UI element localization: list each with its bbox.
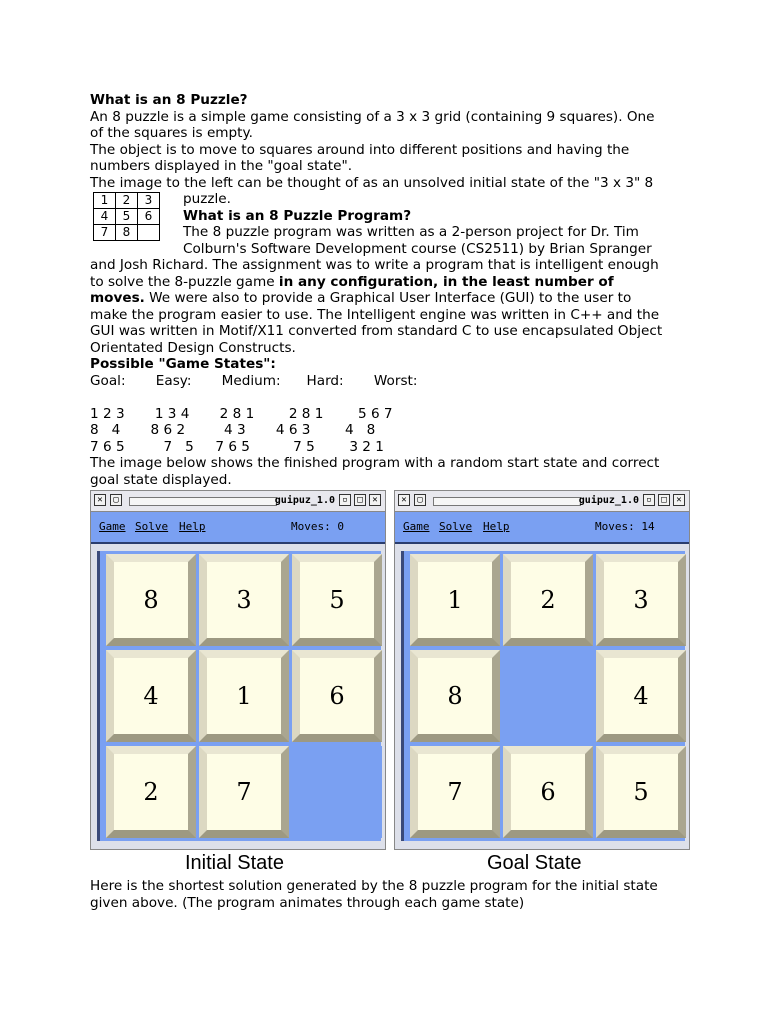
para1-line1: An 8 puzzle is a simple game consisting of a 3 x 3 grid (containing 9 squares). One xyxy=(90,108,655,125)
puzzle-board xyxy=(401,551,685,841)
puzzle-tile[interactable]: 5 xyxy=(292,554,382,646)
states-row-2: 8 4 8 6 2 4 3 4 6 3 4 8 xyxy=(90,422,376,438)
program-screenshots xyxy=(90,490,690,850)
menu-help[interactable]: Help xyxy=(179,520,206,533)
para2-line5 xyxy=(90,290,690,307)
para2-line4-bold: in any configuration, in the least number of xyxy=(278,273,614,290)
mini-cell: 8 xyxy=(116,225,138,241)
window-title: guipuz_1.0 xyxy=(578,495,639,506)
window-title: guipuz_1.0 xyxy=(274,495,335,506)
puzzle-tile[interactable]: 2 xyxy=(106,746,196,838)
menu-game[interactable]: Game xyxy=(99,520,126,533)
para2-line8: Orientated Design Constructs. xyxy=(90,339,296,356)
caption-goal-state: Goal State xyxy=(487,852,582,874)
mini-cell: 7 xyxy=(94,225,116,241)
puzzle-tile[interactable]: 3 xyxy=(199,554,289,646)
close-arrow-icon[interactable]: ✕ xyxy=(398,494,410,506)
states-header: Goal: Easy: Medium: Hard: Worst: xyxy=(90,372,418,389)
window-titlebar xyxy=(395,491,689,512)
para2-line3: and Josh Richard. The assignment was to write a program that is intelligent enough xyxy=(90,257,659,273)
puzzle-tile[interactable]: 4 xyxy=(596,650,686,742)
puzzle-tile[interactable]: 1 xyxy=(199,650,289,742)
puzzle-tile[interactable]: 6 xyxy=(503,746,593,838)
puzzle-tile[interactable]: 8 xyxy=(410,650,500,742)
menu-game[interactable]: Game xyxy=(403,520,430,533)
menubar xyxy=(91,512,385,544)
moves-counter: Moves: 14 xyxy=(595,520,655,533)
titlebar-track xyxy=(433,497,581,506)
minimize-icon[interactable]: ▫ xyxy=(643,494,655,506)
para3-line1: The image below shows the finished program with a random start state and correct xyxy=(90,455,660,471)
para1-line5: The image to the left can be thought of as an unsolved initial state of the "3 x 3" 8 xyxy=(90,174,654,191)
para2-line5-bold: moves. xyxy=(90,290,145,306)
puzzle-tile[interactable]: 3 xyxy=(596,554,686,646)
menu-solve[interactable]: Solve xyxy=(439,520,473,533)
close-arrow-icon[interactable]: ✕ xyxy=(94,494,106,506)
mini-cell: 3 xyxy=(138,193,160,209)
titlebar-track xyxy=(129,497,277,506)
empty-tile xyxy=(503,650,593,742)
mini-cell: 6 xyxy=(138,209,160,225)
puzzle-tile[interactable]: 8 xyxy=(106,554,196,646)
empty-tile xyxy=(292,746,382,838)
menu-help[interactable]: Help xyxy=(483,520,510,533)
moves-counter: Moves: 0 xyxy=(291,520,344,533)
solution-paragraph xyxy=(90,878,690,911)
mini-cell: 4 xyxy=(94,209,116,225)
maximize-icon[interactable]: □ xyxy=(658,494,670,506)
para2-line7: GUI was written in Motif/X11 converted from standard C to use encapsulated Object xyxy=(90,323,663,339)
puzzle-tile[interactable]: 4 xyxy=(106,650,196,742)
minimize-icon[interactable]: ▫ xyxy=(339,494,351,506)
para4-line2: given above. (The program animates through each game state) xyxy=(90,894,525,911)
maximize-icon[interactable]: □ xyxy=(354,494,366,506)
para2-line4 xyxy=(90,274,690,291)
para1-line3: The object is to move to squares around into different positions and having the xyxy=(90,141,630,158)
menu-solve[interactable]: Solve xyxy=(135,520,169,533)
window-titlebar xyxy=(91,491,385,512)
mini-cell xyxy=(138,225,160,241)
mini-puzzle-grid xyxy=(93,192,160,241)
heading-game-states: Possible "Game States": xyxy=(90,356,276,372)
para2-line2: Colburn's Software Development course (CS2511) by Brian Spranger xyxy=(183,240,652,257)
heading-what-is-8-puzzle: What is an 8 Puzzle? xyxy=(90,92,248,108)
puzzle-board xyxy=(97,551,381,841)
para2-line1: The 8 puzzle program was written as a 2-person project for Dr. Tim xyxy=(183,224,639,240)
para4-line1: Here is the shortest solution generated by the 8 puzzle program for the initial state xyxy=(90,878,658,894)
mini-cell: 2 xyxy=(116,193,138,209)
close-icon[interactable]: ✕ xyxy=(673,494,685,506)
states-row-3: 7 6 5 7 5 7 6 5 7 5 3 2 1 xyxy=(90,438,384,455)
puzzle-tile[interactable]: 6 xyxy=(292,650,382,742)
document-body xyxy=(90,92,690,488)
menubar xyxy=(395,512,689,544)
caption-initial-state: Initial State xyxy=(185,852,284,874)
puzzle-tile[interactable]: 1 xyxy=(410,554,500,646)
mini-cell: 5 xyxy=(116,209,138,225)
close-icon[interactable]: ✕ xyxy=(369,494,381,506)
window-goal-state xyxy=(394,490,690,850)
states-row-1: 1 2 3 1 3 4 2 8 1 2 8 1 5 6 7 xyxy=(90,405,393,422)
window-initial-state xyxy=(90,490,386,850)
puzzle-tile[interactable]: 7 xyxy=(199,746,289,838)
window-menu-icon[interactable]: ▢ xyxy=(414,494,426,506)
mini-cell: 1 xyxy=(94,193,116,209)
para2-line6: make the program easier to use. The Intelligent engine was written in C++ and the xyxy=(90,306,660,323)
puzzle-tile[interactable]: 5 xyxy=(596,746,686,838)
window-menu-icon[interactable]: ▢ xyxy=(110,494,122,506)
para2-line5-text: We were also to provide a Graphical User Interface (GUI) to the user to xyxy=(144,290,632,306)
puzzle-tile[interactable]: 7 xyxy=(410,746,500,838)
puzzle-tile[interactable]: 2 xyxy=(503,554,593,646)
para1-line4: numbers displayed in the "goal state". xyxy=(90,158,353,174)
grid-and-program-section xyxy=(90,191,690,257)
heading-8-puzzle-program: What is an 8 Puzzle Program? xyxy=(183,207,412,224)
puzzle-word: puzzle. xyxy=(183,191,231,207)
para2-line4-text: to solve the 8-puzzle game xyxy=(90,273,279,290)
para1-line2: of the squares is empty. xyxy=(90,125,253,141)
para3-line2: goal state displayed. xyxy=(90,471,232,488)
